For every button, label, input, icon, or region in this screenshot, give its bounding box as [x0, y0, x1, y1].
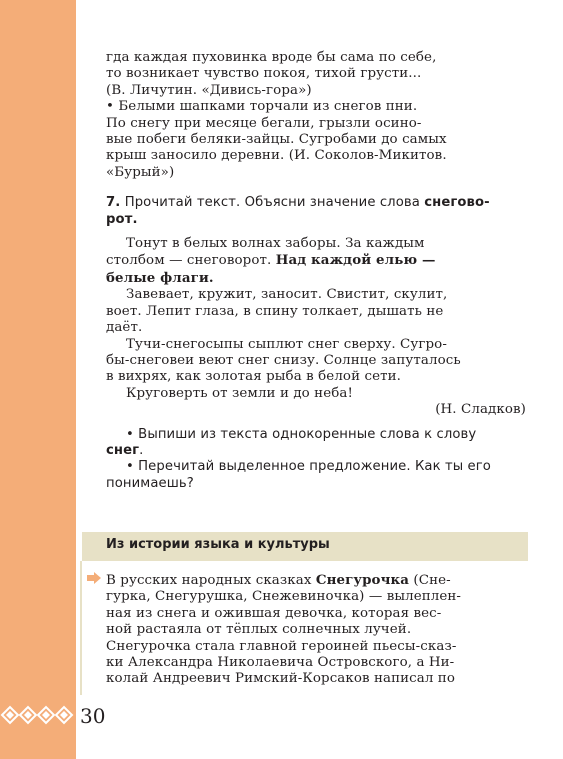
- text-line: ки Александра Николаевича Островского, а Ни-: [106, 655, 455, 671]
- culture-heading: Из истории языка и культуры: [106, 537, 330, 552]
- highlighted-sentence: Над каждой елью —: [275, 252, 436, 269]
- task-text: Прочитай текст. Объясни значение слова: [124, 195, 425, 211]
- task-keyword: снегово-: [424, 195, 490, 211]
- culture-text: [106, 572, 526, 688]
- term-snegurochka: Снегурочка: [315, 572, 410, 588]
- text-line: бы-снеговеи веют снег снизу. Солнце запуталось: [106, 352, 461, 368]
- text-line: гурка, Снегурушка, Снежевиночка) — вылеплен-: [106, 589, 462, 605]
- task-bullets: [106, 427, 526, 493]
- task-line: понимаешь?: [106, 475, 194, 491]
- task-line: • Перечитай выделенное предложение. Как ты его: [126, 459, 491, 475]
- intro-fragment: [106, 50, 526, 181]
- text-line: [106, 572, 526, 589]
- text-line: то возникает чувство покоя, тихой грусти...: [106, 66, 422, 82]
- task-keyword: снег: [106, 442, 140, 458]
- text-line: Завевает, кружит, заносит. Свистит, скулит,: [126, 287, 448, 303]
- text-line: Круговерть от земли и до неба!: [126, 385, 353, 401]
- text-line: Тонут в белых волнах заборы. За каждым: [126, 236, 425, 252]
- task-number: 7.: [106, 195, 121, 211]
- text-span: (Сне-: [409, 573, 451, 588]
- text-line: гда каждая пуховинка вроде бы сама по себе,: [106, 50, 437, 65]
- text-span: В русских народных сказках: [106, 573, 316, 588]
- text-line: • Белыми шапками торчали из снегов пни.: [106, 99, 418, 115]
- text-line: [106, 270, 526, 287]
- text-line: [106, 252, 526, 269]
- task-line: • Выпиши из текста однокоренные слова к слову: [126, 426, 477, 442]
- arrow-right-icon: [86, 572, 102, 584]
- text-line: Тучи-снегосыпы сыплют снег сверху. Сугро-: [126, 336, 447, 352]
- text-line: вые побеги беляки-зайцы. Сугробами до самых: [106, 132, 447, 148]
- task-keyword-end: рот.: [106, 211, 138, 227]
- text-line: колай Андреевич Римский-Корсаков написал по: [106, 671, 455, 687]
- text-line: По снегу при месяце бегали, грызли осино-: [106, 115, 422, 131]
- task-line: [106, 212, 526, 228]
- text-line: воет. Лепит глаза, в спину толкает, дышать не: [106, 303, 444, 319]
- page-number: 30: [80, 704, 106, 728]
- text-line: крыш заносило деревни. (И. Соколов-Микитов.: [106, 148, 447, 164]
- text-line: Снегурочка стала главной героиней пьесы-сказ-: [106, 638, 457, 654]
- reading-text: [106, 236, 526, 418]
- author-attribution: (Н. Сладков): [435, 402, 526, 418]
- task-7: [106, 195, 526, 228]
- page-side-strip: [0, 0, 76, 759]
- task-line: [106, 443, 526, 459]
- highlighted-sentence-end: белые флаги.: [106, 269, 214, 286]
- text-span: .: [139, 442, 144, 458]
- text-line: ной растаяла от тёплых солнечных лучей.: [106, 622, 412, 638]
- text-line: даёт.: [106, 320, 143, 336]
- text-line: (В. Личутин. «Дивись-гора»): [106, 82, 312, 98]
- diamond-ornament-icon: [0, 704, 76, 726]
- text-line: в вихрях, как золотая рыба в белой сети.: [106, 369, 401, 385]
- text-span: столбом — снеговорот.: [106, 253, 276, 269]
- task-line: [106, 195, 526, 211]
- text-line: «Бурый»): [106, 164, 175, 180]
- text-line: ная из снега и ожившая девочка, которая вес-: [106, 605, 442, 621]
- main-text-column: [106, 50, 526, 492]
